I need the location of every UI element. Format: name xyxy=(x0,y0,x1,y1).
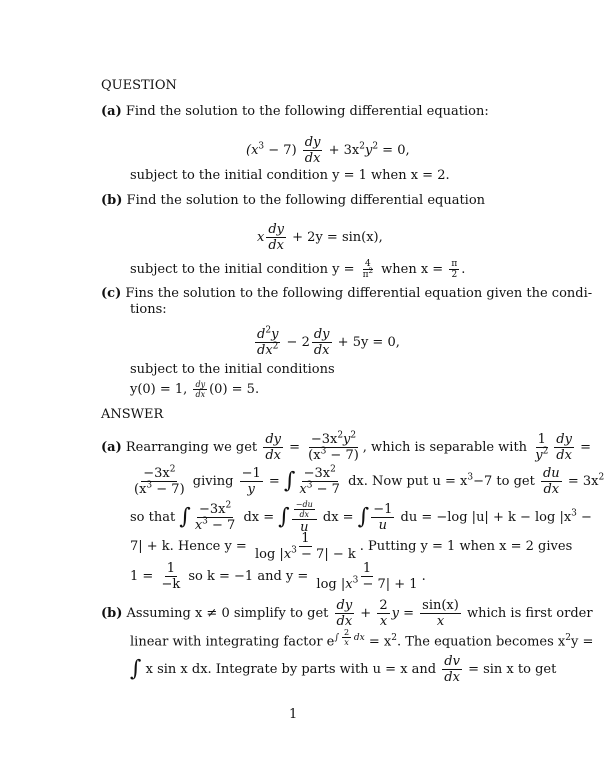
question-heading: QUESTION xyxy=(101,78,177,93)
answer-a-line1: (a) Rearranging we get $\frac{dy}{dx}$ = $\frac{-3x^2y^2}{(x^3 - 7)}$ , which is separable with $\frac{1}{y^2}$ $\frac{dy}{dx}$ = xyxy=(101,430,591,463)
question-b-condition: subject to the initial condition y = $\frac{4}{\pi^2}$ when x = $\frac{\pi}{2}$ . xyxy=(130,259,466,280)
question-b: (b) Find the solution to the following differential equation xyxy=(101,193,486,208)
question-b-equation: x $\frac{dy}{dx}$ + 2y = sin(x), xyxy=(257,222,383,253)
question-a-condition: subject to the initial condition y = 1 when x = 2. xyxy=(130,168,450,183)
answer-a-line2: $\frac{-3x^2}{(x^3 - 7)}$ giving $\frac{-1}{y}$ = ∫ $\frac{-3x^2}{x^3 - 7}$ dx. Now put $u = x^3-7$ to get $\frac{du}{dx}$ = $3x^2$ xyxy=(134,464,604,497)
answer-a-line3: so that ∫ $\frac{-3x^2}{x^3 - 7}$ dx = ∫ $\frac{\frac{-du}{dx}}{u}$ dx = ∫ $\frac{-1}{u}$ du = −log $|u| + k - \log |x^3$ − xyxy=(130,500,592,535)
question-c-line2: tions: xyxy=(130,302,167,317)
page-number: 1 xyxy=(289,707,298,722)
question-c-initial: y(0) = 1, $\frac{dy}{dx}$ (0) = 5. xyxy=(130,380,260,399)
question-a xyxy=(101,103,489,121)
answer-a-line4: 7| + k. Hence y = $\frac{1}{\log |x^3 - 7| - k}$ . Putting y = 1 when x = 2 gives xyxy=(130,531,573,562)
question-c: (c) Fins the solution to the following differential equation given the condi- xyxy=(101,286,593,301)
answer-heading: ANSWER xyxy=(101,407,164,422)
answer-b-line2: linear with integrating factor $e^{\int \frac{2}{x} dx} = x^2$. The equation becomes $x^2y$ = xyxy=(130,628,594,650)
question-a-equation: $(x^3 - 7)$ $\frac{dy}{dx}$ + $3x^2y^2 = 0$, xyxy=(246,135,410,166)
question-c-equation: $\frac{d^2y}{dx^2}$ − 2 $\frac{dy}{dx}$ + 5y = 0, xyxy=(257,325,400,358)
question-a-text: Find the solution to the following differential equation: xyxy=(125,104,489,119)
answer-b-line3: ∫ x sin x dx. Integrate by parts with u = x and $\frac{dv}{dx}$ = sin x to get xyxy=(130,654,557,685)
answer-a-line5: 1 = $\frac{1}{-k}$ so k = −1 and y = $\frac{1}{\log |x^3 - 7| + 1}$ . xyxy=(130,561,426,592)
question-c-condition: subject to the initial conditions xyxy=(130,362,335,377)
question-a-label: (a) xyxy=(101,104,122,119)
answer-b-line1: (b) Assuming x ≠ 0 simplify to get $\frac{dy}{dx}$ + $\frac{2}{x}$ y = $\frac{\sin(x)}{x}$ which is first order xyxy=(101,598,593,629)
